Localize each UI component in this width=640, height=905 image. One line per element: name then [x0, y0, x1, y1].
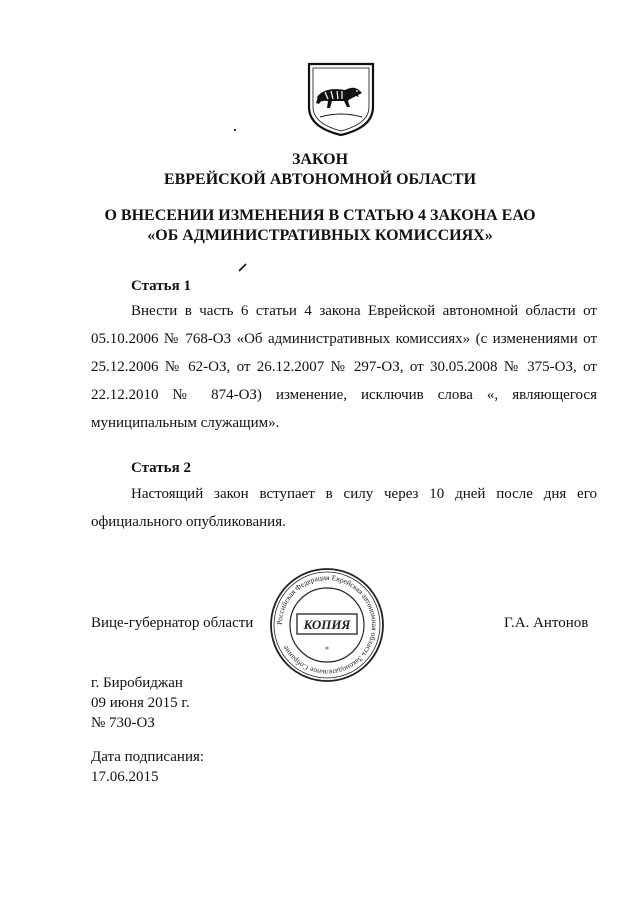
law-subject-line2: «ОБ АДМИНИСТРАТИВНЫХ КОМИССИЯХ» — [147, 227, 493, 244]
law-region: ЕВРЕЙСКОЙ АВТОНОМНОЙ ОБЛАСТИ — [163, 171, 477, 188]
svg-text:*: * — [325, 645, 329, 654]
signatory-name: Г.А. Антонов — [504, 615, 589, 631]
seal-ring-text: Российская Федерация Еврейская автономная область Законодательное Собрание — [274, 572, 380, 678]
signatory-position: Вице-губернатор области — [91, 615, 254, 631]
signing-date: 17.06.2015 — [91, 769, 159, 785]
coat-of-arms-icon — [306, 61, 376, 137]
article1-heading: Статья 1 — [131, 278, 191, 294]
issue-city: г. Биробиджан — [91, 675, 183, 691]
issue-date: 09 июня 2015 г. — [91, 695, 190, 711]
law-subject-line1: О ВНЕСЕНИИ ИЗМЕНЕНИЯ В СТАТЬЮ 4 ЗАКОНА ЕАО — [104, 207, 536, 224]
article2-body: Настоящий закон вступает в силу через 10 дней после дня его официального опубликования. — [91, 486, 597, 530]
article1-body: Внести в часть 6 статьи 4 закона Еврейской автономной области от 05.10.2006 № 768-ОЗ «Об административных комиссиях» (с изменениями от 25.12.2006 № 62-ОЗ, от 26.12.2007 № 297-ОЗ, от 30.05.2008 № 375-ОЗ, от 22.12.2010 № 874-ОЗ) изменение, исключив слова «, являющегося муниципальным служащим». — [91, 303, 597, 431]
official-seal-icon — [268, 566, 386, 684]
seal-center-text: КОПИЯ — [303, 617, 351, 632]
article2-text — [91, 480, 597, 536]
article2-heading: Статья 2 — [131, 460, 191, 476]
scan-dot — [234, 129, 236, 131]
pen-mark — [238, 262, 248, 272]
law-number: № 730-ОЗ — [91, 715, 155, 731]
signing-date-label: Дата подписания: — [91, 749, 205, 765]
article1-text — [91, 297, 597, 437]
law-title: ЗАКОН — [291, 151, 349, 168]
